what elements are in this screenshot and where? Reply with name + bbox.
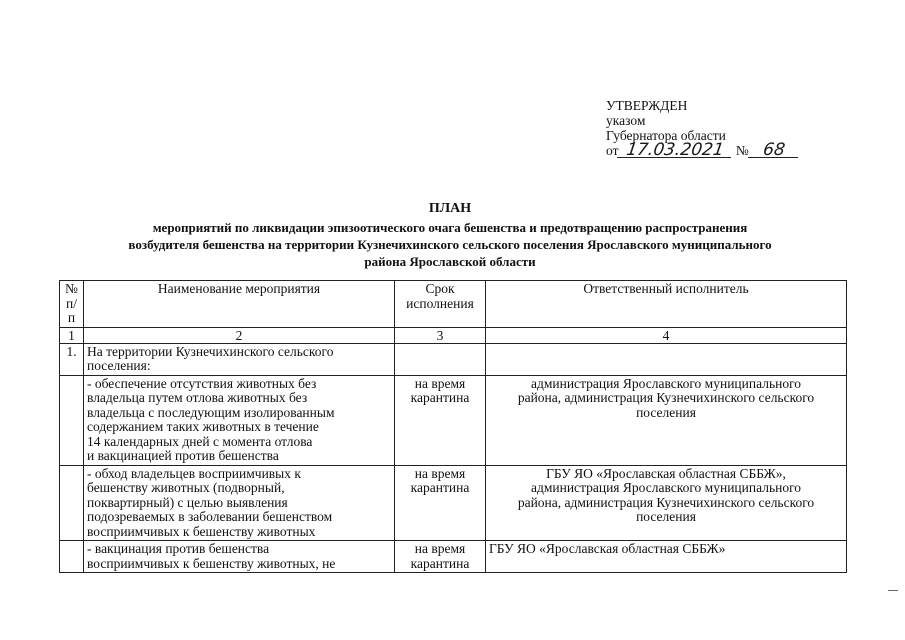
header-name: Наименование мероприятия (84, 281, 395, 328)
header-term: Срок исполнения (395, 281, 486, 328)
approval-governor: Губернатора области (606, 128, 726, 143)
approval-decree: указом (606, 113, 646, 128)
row-executor: ГБУ ЯО «Ярославская областная СББЖ», администрация Ярославского муниципального района, администрация Кузнечихинского сельского поселения (486, 465, 847, 541)
header-executor: Ответственный исполнитель (486, 281, 847, 328)
row-name: На территории Кузнечихинского сельского поселения: (84, 343, 395, 375)
row-name: - вакцинация против бешенства восприимчивых к бешенству животных, не (84, 541, 395, 573)
row-term: на время карантина (395, 375, 486, 465)
row-num (60, 375, 84, 465)
page-edge-mark (888, 590, 898, 591)
table-row (60, 541, 847, 573)
table-row (60, 465, 847, 541)
approval-block (606, 98, 799, 158)
row-term: на время карантина (395, 541, 486, 573)
approval-from-prefix: от (606, 143, 619, 158)
plan-table (59, 280, 847, 573)
approval-date-line (606, 140, 799, 160)
header-num: № п/п (60, 281, 84, 328)
row-name: - обход владельцев восприимчивых к бешенству животных (подворный, поквартирный) с целью выявления подозреваемых в заболевании бешенством восприимчивых к бешенству животных (84, 465, 395, 541)
column-number: 4 (486, 327, 847, 343)
title-line-3: района Ярославской области (364, 254, 536, 269)
approval-approved: УТВЕРЖДЕН (606, 98, 688, 113)
row-num: 1. (60, 343, 84, 375)
row-executor (486, 343, 847, 375)
handwritten-number: 68 (748, 143, 800, 158)
handwritten-date: 17.03.2021 (617, 143, 733, 158)
column-number: 1 (60, 327, 84, 343)
row-executor: администрация Ярославского муниципального района, администрация Кузнечихинского сельского поселения (486, 375, 847, 465)
row-term: на время карантина (395, 465, 486, 541)
column-number: 2 (84, 327, 395, 343)
approval-number-label: № (735, 143, 749, 158)
table-header-row (60, 281, 847, 328)
row-executor: ГБУ ЯО «Ярославская областная СББЖ» (486, 541, 847, 573)
column-number-row (60, 327, 847, 343)
table-row (60, 343, 847, 375)
title-line-1: мероприятий по ликвидации эпизоотического очага бешенства и предотвращению распространения (152, 220, 748, 235)
row-term (395, 343, 486, 375)
row-num (60, 541, 84, 573)
title-line-2: возбудителя бешенства на территории Кузнечихинского сельского поселения Ярославского муниципального (128, 237, 772, 252)
document-title (60, 201, 840, 270)
column-number: 3 (395, 327, 486, 343)
row-num (60, 465, 84, 541)
table-row (60, 375, 847, 465)
title-main: ПЛАН (428, 201, 472, 216)
row-name: - обеспечение отсутствия животных без владельца путем отлова животных без владельца с последующим изолированным содержанием таких животных в течение 14 календарных дней с момента отлова и вакцинацией против бешенства (84, 375, 395, 465)
